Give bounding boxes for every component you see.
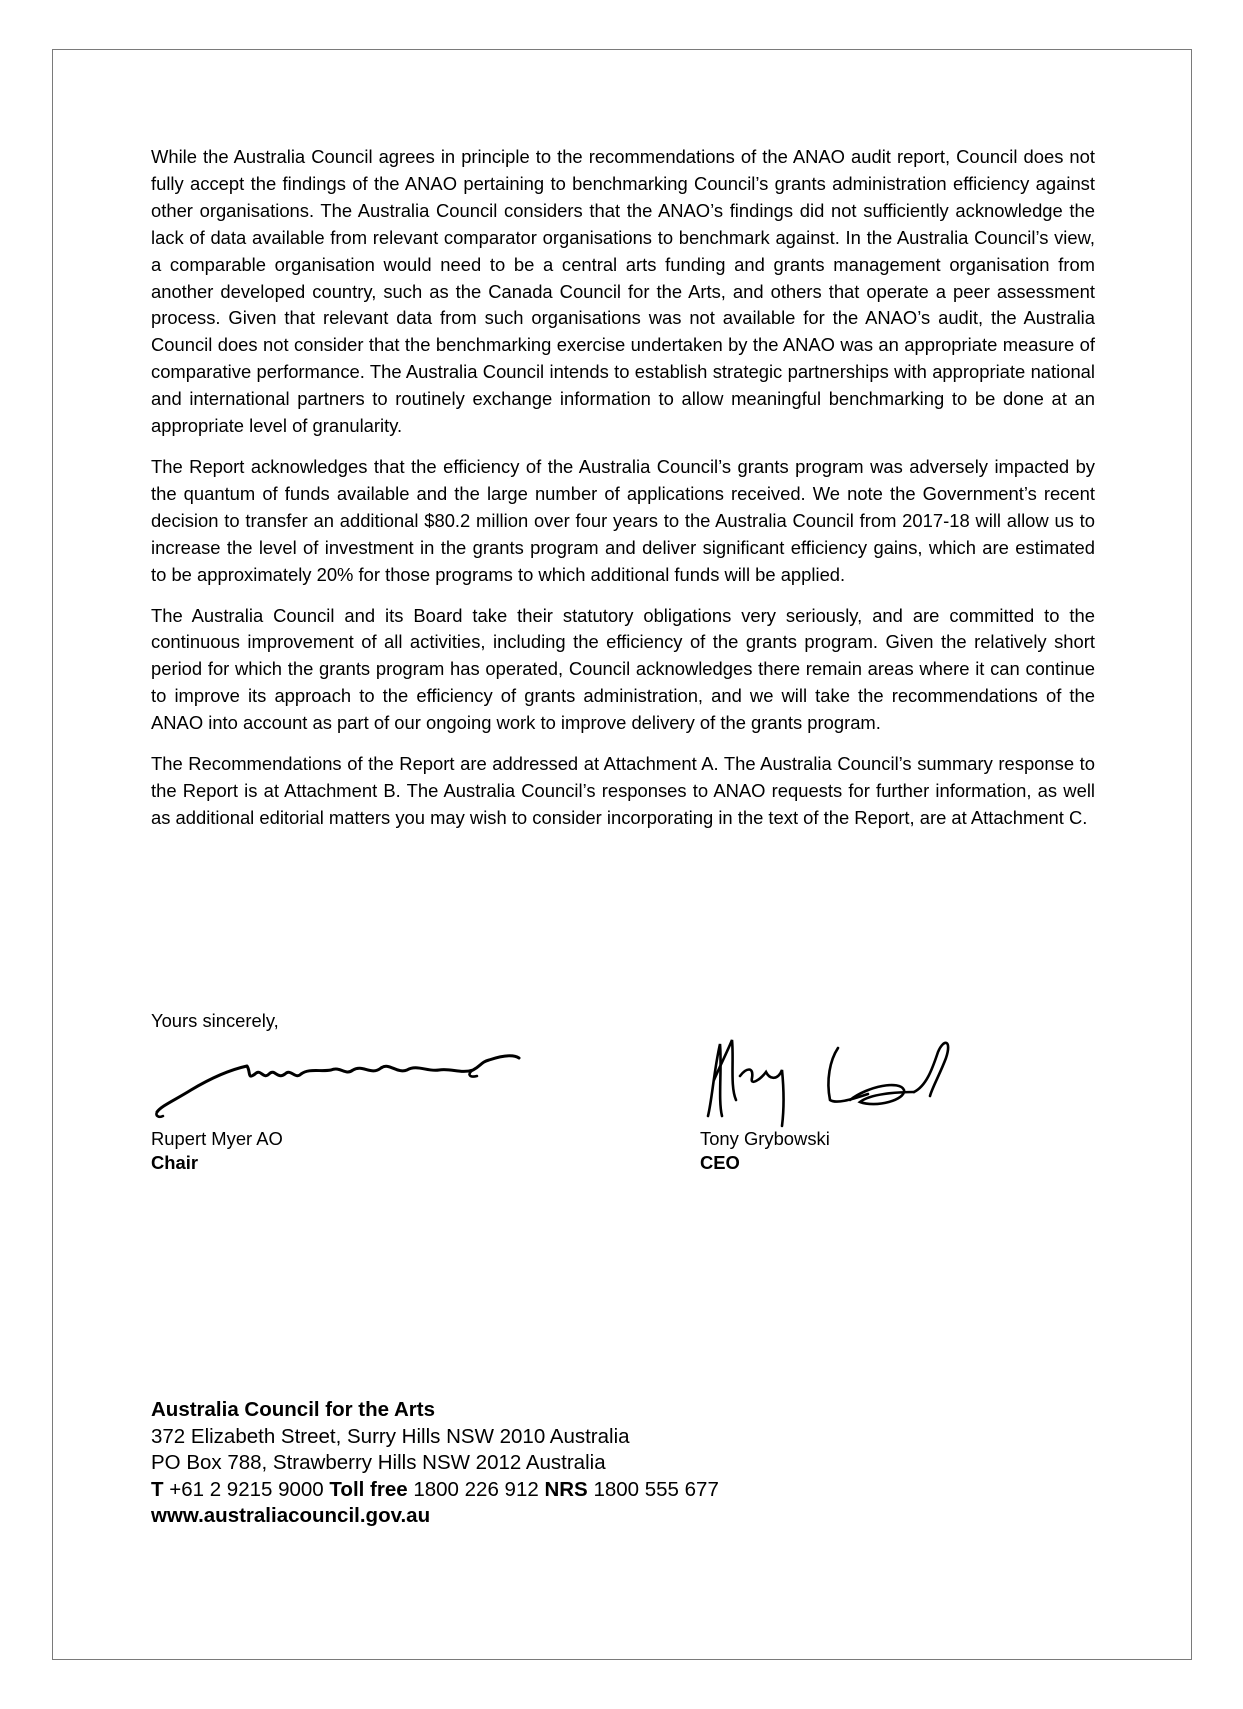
- signatory-chair: [151, 1127, 283, 1175]
- chair-title: Chair: [151, 1152, 199, 1173]
- website-link[interactable]: www.australiacouncil.gov.au: [151, 1504, 431, 1527]
- chair-signature: [151, 1040, 571, 1124]
- nrs-label: NRS: [544, 1477, 588, 1501]
- paragraph-attachments: The Recommendations of the Report are addressed at Attachment A. The Australia Council’s summary response to the Report is at Attachment B. The Australia Council’s responses to ANAO requests for further information, as well as additional editorial matters you may wish to consider incorporating in the text of the Report, are at Attachment C.: [151, 753, 1095, 828]
- ceo-title: CEO: [700, 1152, 740, 1173]
- street-address: 372 Elizabeth Street, Surry Hills NSW 2010 Australia: [151, 1424, 630, 1448]
- paragraph-benchmarking: While the Australia Council agrees in principle to the recommendations of the ANAO audit report, Council does not fully accept the findings of the ANAO pertaining to benchmarking Council’s grants administration efficiency against other organisations. The Australia Council considers that the ANAO’s findings did not sufficiently acknowledge the lack of data available from relevant comparator organisations to benchmark against. In the Australia Council’s view, a comparable organisation would need to be a central arts funding and grants management organisation from another developed country, such as the Canada Council for the Arts, and others that operate a peer assessment process. Given that relevant data from such organisations was not available for the ANAO’s audit, the Australia Council does not consider that the benchmarking exercise undertaken by the ANAO was an appropriate measure of comparative performance. The Australia Council intends to establish strategic partnerships with appropriate national and international partners to routinely exchange information to allow meaningful benchmarking to be done at an appropriate level of granularity.: [151, 146, 1095, 437]
- ceo-signature: [700, 1030, 1000, 1130]
- contact-line: [151, 1477, 719, 1504]
- nrs-number: 1800 555 677: [593, 1477, 719, 1501]
- tollfree-number: 1800 226 912: [413, 1477, 539, 1501]
- paragraph-obligations: The Australia Council and its Board take their statutory obligations very seriously, and are committed to the continuous improvement of all activities, including the efficiency of the grants program. Given the relatively short period for which the grants program has operated, Council acknowledges there remain areas where it can continue to improve its approach to the efficiency of grants administration, and we will take the recommendations of the ANAO into account as part of our ongoing work to improve delivery of the grants program.: [151, 604, 1095, 734]
- organisation-name: Australia Council for the Arts: [151, 1398, 435, 1421]
- closing-salutation: Yours sincerely,: [151, 1010, 279, 1031]
- letter-body: [151, 144, 1095, 846]
- paragraph-funding: The Report acknowledges that the efficiency of the Australia Council’s grants program was adversely impacted by the quantum of funds available and the large number of applications received. We note the Government’s recent decision to transfer an additional $80.2 million over four years to the Australia Council from 2017-18 will allow us to increase the level of investment in the grants program and deliver significant efficiency gains, which are estimated to be approximately 20% for those programs to which additional funds will be applied.: [151, 455, 1095, 585]
- phone-label: T: [151, 1477, 164, 1501]
- ceo-name: Tony Grybowski: [700, 1128, 830, 1149]
- signatory-ceo: [700, 1127, 830, 1175]
- letterhead-footer: [151, 1397, 719, 1530]
- tollfree-label: Toll free: [329, 1477, 408, 1501]
- phone-number: +61 2 9215 9000: [169, 1477, 324, 1501]
- chair-name: Rupert Myer AO: [151, 1128, 283, 1149]
- postal-address: PO Box 788, Strawberry Hills NSW 2012 Australia: [151, 1451, 606, 1474]
